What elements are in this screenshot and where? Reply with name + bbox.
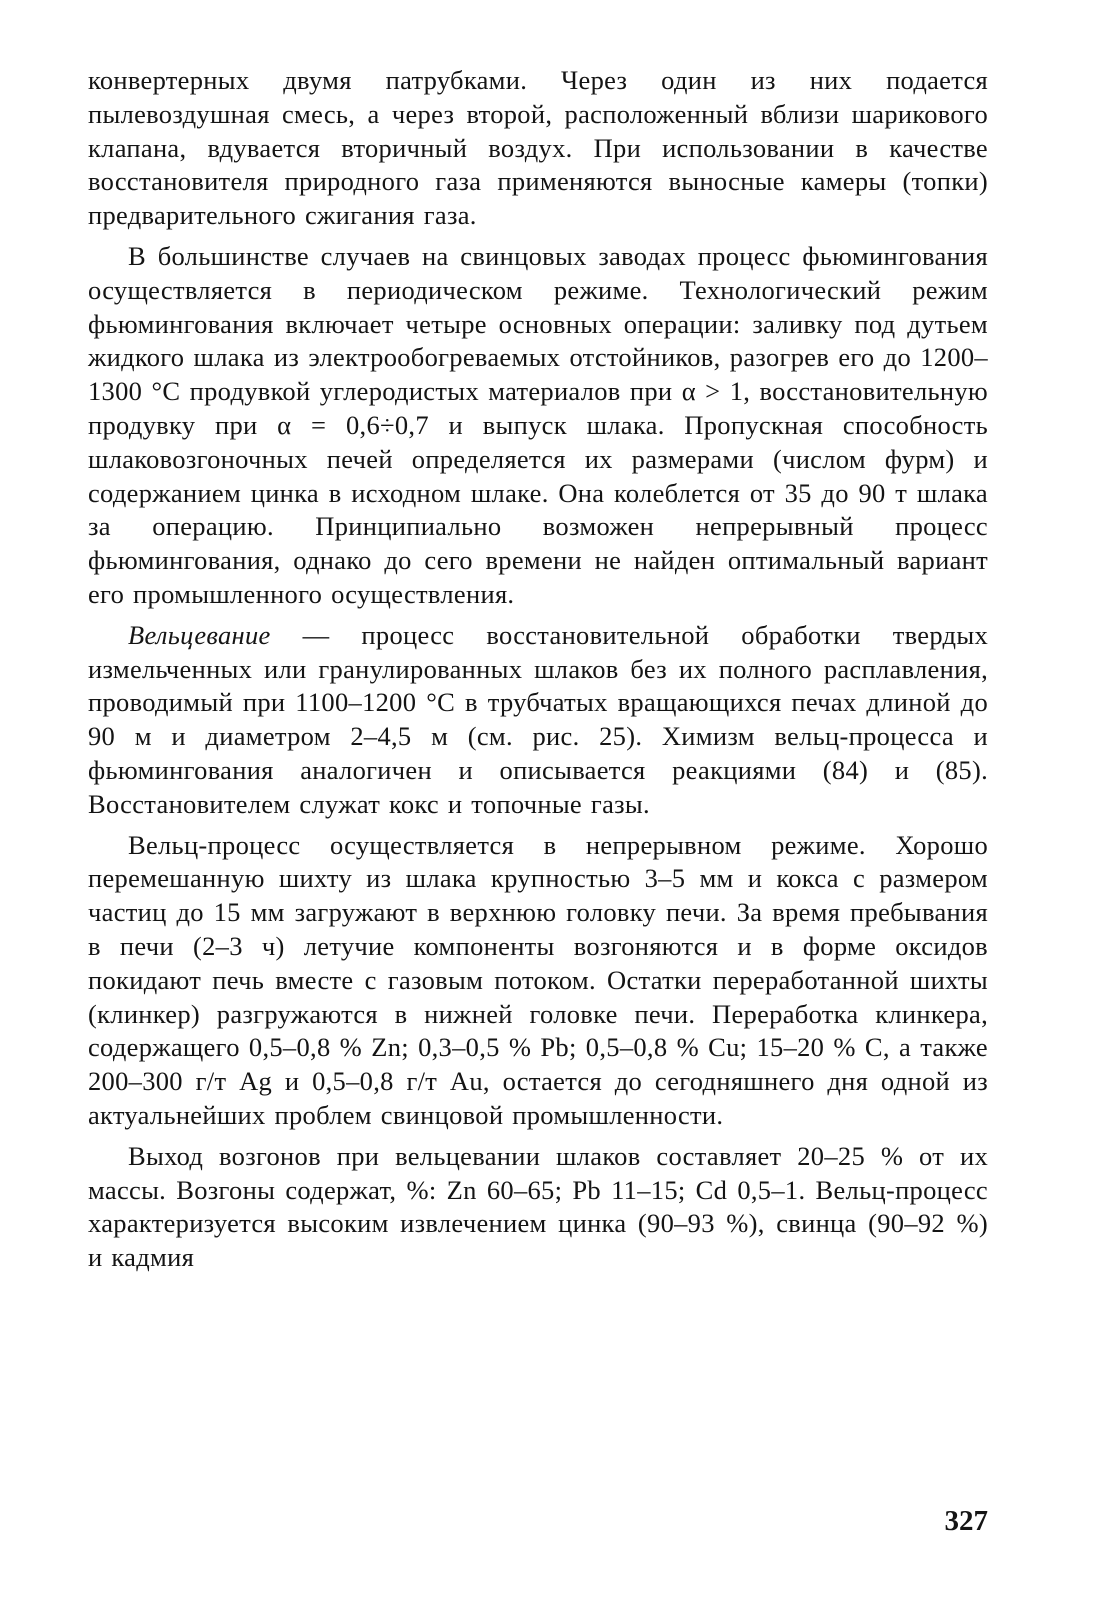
page-number: 327: [944, 1505, 988, 1537]
paragraph-3: [88, 619, 988, 822]
paragraph-2: В большинстве случаев на свинцовых заводах процесс фьюмингования осуществляется в периодическом режиме. Технологический режим фьюмингования включает четыре основных операции: заливку под дутьем жидкого шлака из электрообогреваемых отстойников, разогрев его до 1200–1300 °C продувкой углеродистых материалов при α > 1, восстановительную продувку при α = 0,6÷0,7 и выпуск шлака. Пропускная способность шлаковозгоночных печей определяется их размерами (числом фурм) и содержанием цинка в исходном шлаке. Она колеблется от 35 до 90 т шлака за операцию. Принципиально возможен непрерывный процесс фьюмингования, однако до сего времени не найден оптимальный вариант его промышленного осуществления.: [88, 240, 988, 609]
term-heading: Вельцевание: [128, 619, 271, 650]
paragraph-3-text: — процесс восстановительной обработки твердых измельченных или гранулированных шлаков без их полного расплавления, проводимый при 1100–1200 °C в трубчатых вращающихся печах длиной до 90 м и диаметром 2–4,5 м (см. рис. 25). Химизм вельц-процесса и фьюмингования аналогичен и описывается реакциями (84) и (85). Восстановителем служат кокс и топочные газы.: [88, 619, 988, 819]
paragraph-4: Вельц-процесс осуществляется в непрерывном режиме. Хорошо перемешанную шихту из шлака крупностью 3–5 мм и кокса с размером частиц до 15 мм загружают в верхнюю головку печи. За время пребывания в печи (2–3 ч) летучие компоненты возгоняются и в форме оксидов покидают печь вместе с газовым потоком. Остатки переработанной шихты (клинкер) разгружаются в нижней головке печи. Переработка клинкера, содержащего 0,5–0,8 % Zn; 0,3–0,5 % Pb; 0,5–0,8 % Cu; 15–20 % C, а также 200–300 г/т Ag и 0,5–0,8 г/т Au, остается до сегодняшнего дня одной из актуальнейших проблем свинцовой промышленности.: [88, 829, 988, 1130]
paragraph-5: Выход возгонов при вельцевании шлаков составляет 20–25 % от их массы. Возгоны содержат, %: Zn 60–65; Pb 11–15; Cd 0,5–1. Вельц-процесс характеризуется высоким извлечением цинка (90–93 %), свинца (90–92 %) и кадмия: [88, 1140, 988, 1273]
paragraph-1: конвертерных двумя патрубками. Через один из них подается пылевоздушная смесь, а через второй, расположенный вблизи шарикового клапана, вдувается вторичный воздух. При использовании в качестве восстановителя природного газа применяются выносные камеры (топки) предварительного сжигания газа.: [88, 65, 988, 231]
page-body: [88, 64, 988, 1282]
